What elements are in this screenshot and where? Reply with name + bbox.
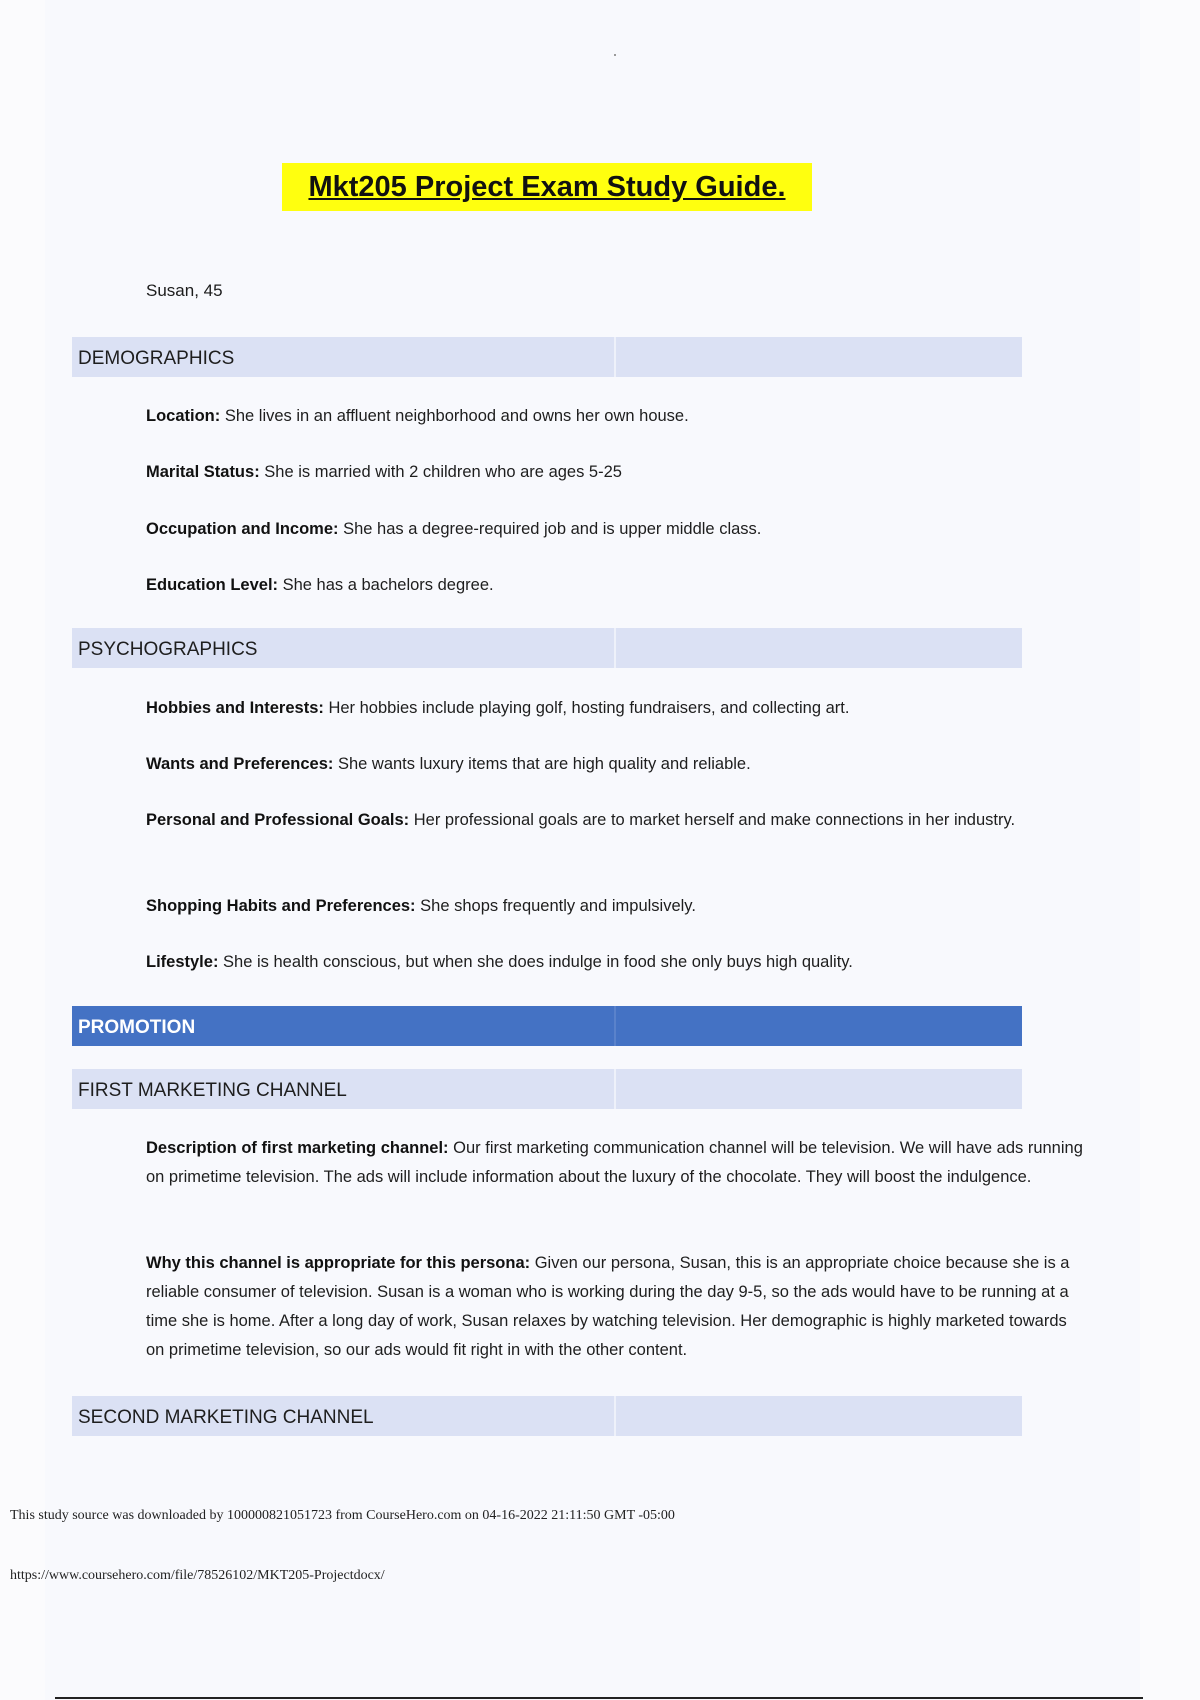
section-title: PROMOTION	[78, 1017, 196, 1038]
field-label: Description of first marketing channel:	[146, 1139, 449, 1157]
field-text: She is health conscious, but when she does indulge in food she only buys high quality.	[218, 953, 853, 971]
psychographics-lifestyle	[146, 948, 1086, 977]
header-divider	[614, 1006, 616, 1046]
psychographics-shopping	[146, 892, 1086, 921]
stray-mark	[614, 54, 616, 56]
field-label: Lifestyle:	[146, 953, 219, 971]
field-text: Her professional goals are to market herself and make connections in her industry.	[409, 811, 1016, 829]
psychographics-wants	[146, 750, 1086, 779]
section-title: SECOND MARKETING CHANNEL	[78, 1407, 374, 1428]
field-text: Our first marketing communication channel will be television. We will have ads running on primetime television. The ads will include information about the luxury of the chocolate. They will boost the indulgence.	[146, 1139, 1083, 1186]
section-header-promotion	[72, 1006, 1022, 1046]
section-header-first-channel	[72, 1069, 1022, 1109]
section-title: DEMOGRAPHICS	[78, 348, 235, 369]
field-text: She shops frequently and impulsively.	[415, 897, 696, 915]
field-text: She lives in an affluent neighborhood and owns her own house.	[220, 407, 689, 425]
demographics-occupation	[146, 515, 1086, 544]
header-divider	[614, 1396, 616, 1436]
header-divider	[614, 337, 616, 377]
persona-name: Susan, 45	[146, 281, 223, 300]
section-title: FIRST MARKETING CHANNEL	[78, 1080, 347, 1101]
field-label: Personal and Professional Goals:	[146, 811, 410, 829]
field-label: Why this channel is appropriate for this persona:	[146, 1254, 531, 1272]
field-label: Occupation and Income:	[146, 520, 339, 538]
field-label: Education Level:	[146, 576, 279, 594]
header-divider	[614, 628, 616, 668]
source-url-link[interactable]: https://www.coursehero.com/file/78526102/MKT205-Projectdocx/	[10, 1568, 385, 1583]
field-label: Wants and Preferences:	[146, 755, 334, 773]
section-header-psychographics	[72, 628, 1022, 668]
field-text: She has a bachelors degree.	[278, 576, 494, 594]
bottom-rule	[55, 1697, 1143, 1699]
psychographics-hobbies	[146, 694, 1086, 723]
header-divider	[614, 1069, 616, 1109]
demographics-education	[146, 571, 1086, 600]
download-notice: This study source was downloaded by 100000821051723 from CourseHero.com on 04-16-2022 21:11:50 GMT -05:00	[10, 1508, 675, 1523]
field-text: She has a degree-required job and is upper middle class.	[338, 520, 762, 538]
section-title: PSYCHOGRAPHICS	[78, 639, 258, 660]
psychographics-goals	[146, 806, 1086, 835]
first-channel-rationale	[146, 1249, 1086, 1365]
demographics-location	[146, 402, 1086, 431]
page-sheet	[45, 0, 1140, 1700]
field-label: Shopping Habits and Preferences:	[146, 897, 416, 915]
field-text: Given our persona, Susan, this is an appropriate choice because she is a reliable consumer of television. Susan is a woman who is working during the day 9-5, so the ads would have to be running at a time she is home. After a long day of work, Susan relaxes by watching television. Her demographic is highly marketed towards on primetime television, so our ads would fit right in with the other content.	[146, 1254, 1070, 1359]
field-text: Her hobbies include playing golf, hosting fundraisers, and collecting art.	[323, 699, 850, 717]
section-header-demographics	[72, 337, 1022, 377]
field-label: Marital Status:	[146, 463, 260, 481]
document-title: Mkt205 Project Exam Study Guide.	[282, 163, 812, 211]
section-header-second-channel	[72, 1396, 1022, 1436]
field-text: She is married with 2 children who are ages 5-25	[259, 463, 622, 481]
field-label: Hobbies and Interests:	[146, 699, 324, 717]
field-text: She wants luxury items that are high quality and reliable.	[333, 755, 751, 773]
field-label: Location:	[146, 407, 221, 425]
demographics-marital-status	[146, 458, 1086, 487]
first-channel-description	[146, 1134, 1086, 1192]
